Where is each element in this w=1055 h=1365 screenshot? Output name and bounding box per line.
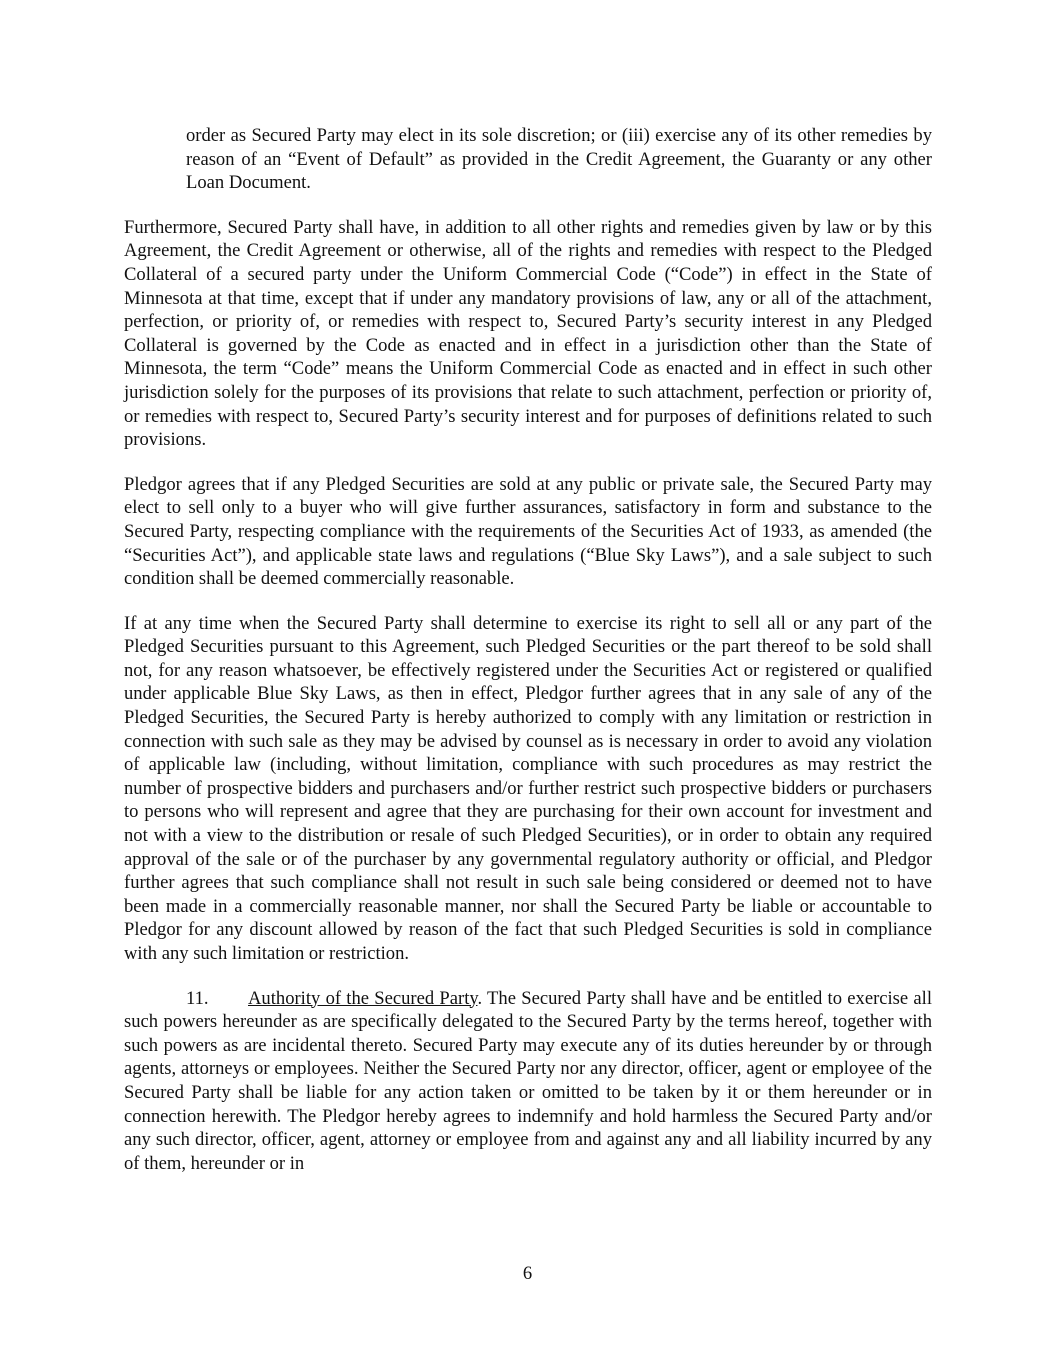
section-number: 11.	[186, 987, 209, 1009]
page-number: 6	[522, 1263, 533, 1284]
paragraph-securities-sale: Pledgor agrees that if any Pledged Securities are sold at any public or private sale, the Secured Party may elect to sell only to a buyer who will give further assurances, satisfactory in form and substance to the Secured Party, respecting compliance with the requirements of the Securities Act of 1933, as amended (the “Securities Act”), and applicable state laws and regulations (“Blue Sky Laws”), and a sale subject to such condition shall be deemed commercially reasonable.	[124, 473, 932, 590]
section-heading: Authority of the Secured Party	[248, 987, 478, 1009]
section-body: . The Secured Party shall have and be entitled to exercise all such powers hereunder as are specifically delegated to the Secured Party by the terms hereof, together with such powers as are incidental thereto. Secured Party may execute any of its duties hereunder by or through agents, attorneys or employees. Neither the Secured Party nor any director, officer, agent or employee of the Secured Party shall be liable for any action taken or omitted to be taken by it or them hereunder or in connection herewith. The Pledgor hereby agrees to indemnify and hold harmless the Secured Party and/or any such director, officer, agent, attorney or employee from and against any and all liability incurred by any of them, hereunder or in	[124, 987, 933, 1174]
paragraph-registration-compliance: If at any time when the Secured Party shall determine to exercise its right to sell all or any part of the Pledged Securities pursuant to this Agreement, such Pledged Securities or the part thereof to be sold shall not, for any reason whatsoever, be effectively registered under the Securities Act or registered or qualified under applicable Blue Sky Laws, as then in effect, Pledgor further agrees that in any sale of any of the Pledged Securities, the Secured Party is hereby authorized to comply with any limitation or restriction in connection with such sale as they may be advised by counsel as is necessary in order to avoid any violation of applicable law (including, without limitation, compliance with such procedures as may restrict the number of prospective bidders and purchasers and/or further restrict such prospective bidders or purchasers to persons who will represent and agree that they are purchasing for their own account for investment and not with a view to the distribution or resale of such Pledged Securities), or in order to obtain any required approval of the sale or of the purchaser by any governmental regulatory authority or official, and Pledgor further agrees that such compliance shall not result in such sale being considered or deemed not to have been made in a commercially reasonable manner, nor shall the Secured Party be liable or accountable to Pledgor for any discount allowed by reason of the fact that such Pledged Securities is sold in compliance with any such limitation or restriction.	[124, 612, 932, 964]
section-11-paragraph	[124, 987, 932, 1176]
document-page	[124, 124, 932, 1196]
paragraph-remedies-continued: order as Secured Party may elect in its sole discretion; or (iii) exercise any of its other remedies by reason of an “Event of Default” as provided in the Credit Agreement, the Guaranty or any other Loan Document.	[186, 125, 932, 194]
paragraph-code-rights: Furthermore, Secured Party shall have, in addition to all other rights and remedies given by law or by this Agreement, the Credit Agreement or otherwise, all of the rights and remedies with respect to the Pledged Collateral of a secured party under the Uniform Commercial Code (“Code”) in effect in the State of Minnesota at that time, except that if under any mandatory provisions of law, any or all of the attachment, perfection, or priority of, or remedies with respect to, Secured Party’s security interest in any Pledged Collateral is governed by the Code as enacted and in effect in a jurisdiction other than the State of Minnesota, the term “Code” means the Uniform Commercial Code as enacted and in effect in such other jurisdiction solely for the purposes of its provisions that relate to such attachment, perfection or priority of, or remedies with respect to, Secured Party’s security interest and for purposes of definitions related to such provisions.	[124, 216, 932, 451]
